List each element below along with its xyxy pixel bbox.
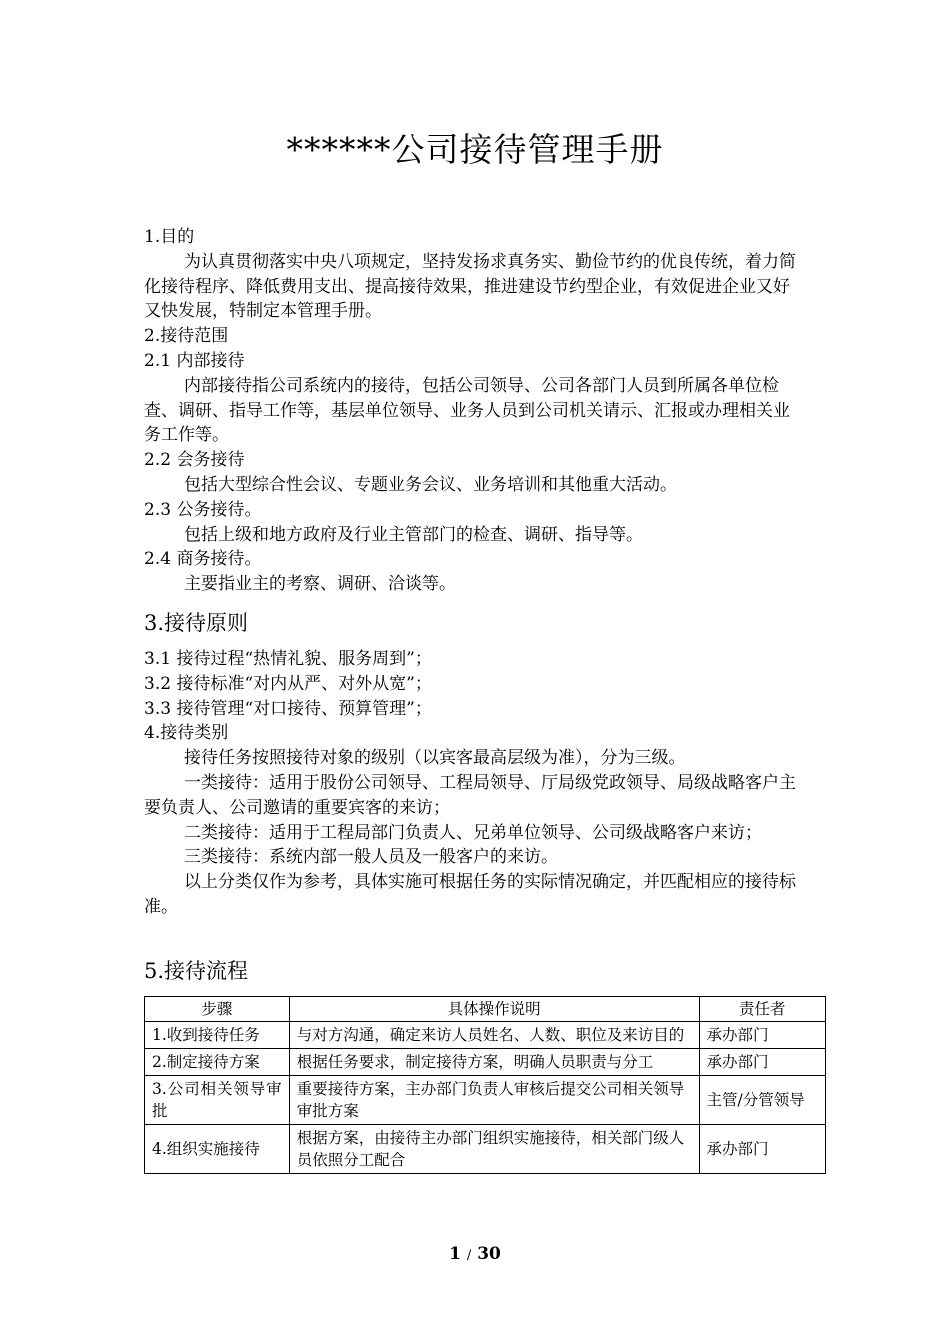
table-cell-desc: 重要接待方案，主办部门负责人审核后提交公司相关领导审批方案 (289, 1076, 699, 1125)
process-table (144, 996, 826, 1174)
section-2-4-heading: 2.4 商务接待。 (144, 549, 262, 570)
page-current: 1 (449, 1244, 461, 1264)
table-cell-step: 3.公司相关领导审批 (145, 1076, 290, 1125)
page-total: 30 (477, 1244, 501, 1264)
table-row (145, 1076, 826, 1125)
section-3-3: 3.3 接待管理“对口接待、预算管理”； (144, 698, 432, 719)
table-cell-step: 1.收到接待任务 (145, 1022, 290, 1049)
body-text-2 (144, 608, 804, 638)
table-header-owner: 责任者 (699, 997, 826, 1022)
section-5-heading: 5.接待流程 (144, 959, 249, 983)
page-number (0, 1244, 950, 1264)
section-2-heading: 2.接待范围 (144, 326, 229, 347)
section-4-para-4: 三类接待：系统内部一般人员及一般客户的来访。 (184, 847, 558, 868)
section-2-1-heading: 2.1 内部接待 (144, 350, 245, 371)
section-4-heading: 4.接待类别 (144, 723, 229, 744)
body-text (144, 225, 804, 597)
document-title: ******公司接待管理手册 (286, 130, 664, 169)
section-2-3-heading: 2.3 公务接待。 (144, 499, 262, 520)
table-cell-owner: 承办部门 (699, 1022, 826, 1049)
page-separator: / (466, 1248, 472, 1263)
table-header-row (145, 997, 826, 1022)
section-3-1: 3.1 接待过程“热情礼貌、服务周到”； (144, 649, 432, 669)
table-cell-desc: 根据任务要求，制定接待方案，明确人员职责与分工 (289, 1049, 699, 1076)
section-2-1-body: 内部接待指公司系统内的接待，包括公司领导、公司各部门人员到所属各单位检查、调研、指导工作等，基层单位领导、业务人员到公司机关请示、汇报或办理相关业务工作等。 (144, 375, 790, 446)
section-4-para-1: 接待任务按照接待对象的级别（以宾客最高层级为准），分为三级。 (184, 748, 686, 769)
table-header-desc: 具体操作说明 (289, 997, 699, 1022)
section-4-para-2: 一类接待：适用于股份公司领导、工程局领导、厅局级党政领导、局级战略客户主要负责人、公司邀请的重要宾客的来访； (144, 772, 796, 818)
body-text-3 (144, 647, 804, 920)
table-cell-owner: 主管/分管领导 (699, 1076, 826, 1125)
section-2-2-heading: 2.2 会务接待 (144, 450, 245, 471)
table-cell-step: 4.组织实施接待 (145, 1125, 290, 1174)
section-3-2: 3.2 接待标准“对内从严、对外从宽”； (144, 673, 432, 694)
section-2-2-body: 包括大型综合性会议、专题业务会议、业务培训和其他重大活动。 (184, 474, 677, 495)
section-2-3-body: 包括上级和地方政府及行业主管部门的检查、调研、指导等。 (184, 524, 643, 545)
table-row (145, 1125, 826, 1174)
body-text-4 (144, 956, 804, 986)
table-row (145, 1022, 826, 1049)
table-cell-step: 2.制定接待方案 (145, 1049, 290, 1076)
table-cell-owner: 承办部门 (699, 1049, 826, 1076)
table-header-step: 步骤 (145, 997, 290, 1022)
table-cell-desc: 根据方案，由接待主办部门组织实施接待，相关部门级人员依照分工配合 (289, 1125, 699, 1174)
section-4-para-5: 以上分类仅作为参考，具体实施可根据任务的实际情况确定，并匹配相应的接待标准。 (144, 872, 796, 917)
section-1-body: 为认真贯彻落实中央八项规定，坚持发扬求真务实、勤俭节约的优良传统，着力简化接待程序、降低费用支出、提高接待效果，推进建设节约型企业，有效促进企业又好又快发展，特制定本管理手册。 (144, 251, 796, 322)
section-4-para-3: 二类接待：适用于工程局部门负责人、兄弟单位领导、公司级战略客户来访； (184, 822, 762, 843)
section-2-4-body: 主要指业主的考察、调研、洽谈等。 (184, 574, 456, 595)
section-1-heading: 1.目的 (144, 227, 195, 247)
table-cell-owner: 承办部门 (699, 1125, 826, 1174)
section-3-heading: 3.接待原则 (144, 611, 249, 635)
table-cell-desc: 与对方沟通，确定来访人员姓名、人数、职位及来访目的 (289, 1022, 699, 1049)
table-row (145, 1049, 826, 1076)
